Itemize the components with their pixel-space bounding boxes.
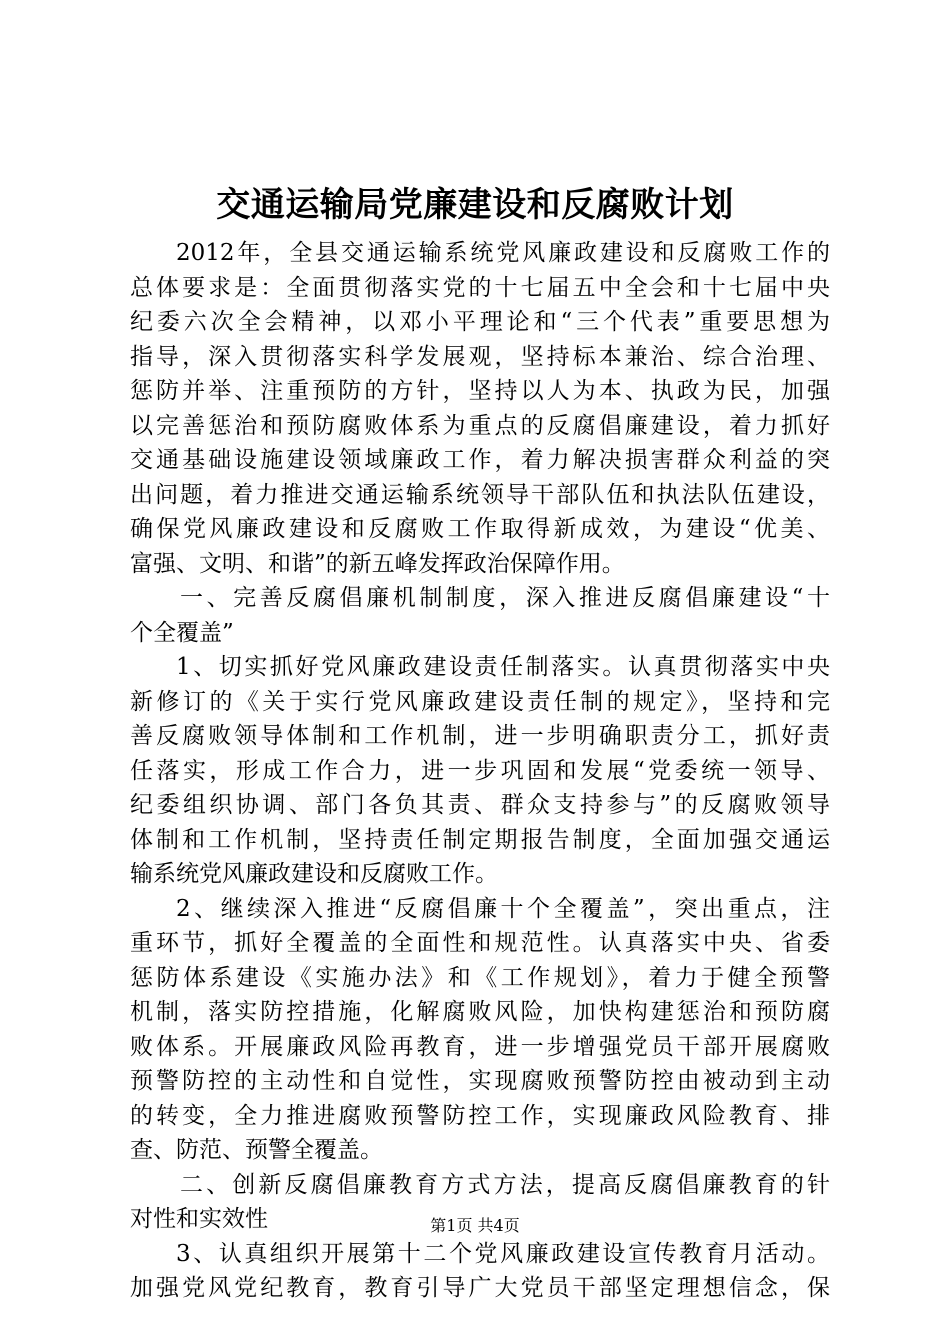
paragraph-item-1 [130,650,830,892]
text-line: 确保党风廉政建设和反腐败工作取得新成效，为建设“优美、 [130,516,830,542]
text-line: 一、完善反腐倡廉机制制度，深入推进反腐倡廉建设“十 [180,585,830,611]
text-line: 机制，落实防控措施，化解腐败风险，加快构建惩治和预防腐 [130,999,830,1025]
text-line: 纪委组织协调、部门各负其责、群众支持参与”的反腐败领导 [130,792,830,818]
text-line: 的转变，全力推进腐败预警防控工作，实现廉政风险教育、排 [130,1102,830,1129]
text-line: 1、切实抓好党风廉政建设责任制落实。认真贯彻落实中央 [176,654,830,680]
paragraph-intro [130,236,830,581]
text-line: 3、认真组织开展第十二个党风廉政建设宣传教育月活动。 [176,1240,830,1267]
text-line: 总体要求是：全面贯彻落实党的十七届五中全会和十七届中央 [130,274,830,301]
text-line: 加强党风党纪教育，教育引导广大党员干部坚定理想信念，保 [130,1275,830,1301]
text-line: 重环节，抓好全覆盖的全面性和规范性。认真落实中央、省委 [130,930,830,956]
page-footer: 第1页 共4页 [430,1216,520,1235]
text-line: 富强、文明、和谐”的新五峰发挥政治保障作用。 [130,550,625,577]
paragraph-item-3 [130,1237,830,1306]
text-line: 查、防范、预警全覆盖。 [130,1137,383,1163]
document-body [130,236,830,1306]
text-line: 新修订的《关于实行党风廉政建设责任制的规定》，坚持和完 [130,688,830,715]
text-line: 体制和工作机制，坚持责任制定期报告制度，全面加强交通运 [130,826,830,853]
text-line: 输系统党风廉政建设和反腐败工作。 [130,861,498,887]
text-line: 指导，深入贯彻落实科学发展观，坚持标本兼治、综合治理、 [130,343,830,370]
section-heading-1 [130,581,830,650]
text-line: 惩防体系建设《实施办法》和《工作规划》，着力于健全预警 [130,964,830,991]
text-line: 败体系。开展廉政风险再教育，进一步增强党员干部开展腐败 [130,1033,830,1060]
document-title: 交通运输局党廉建设和反腐败计划 [216,185,734,225]
text-line: 善反腐败领导体制和工作机制，进一步明确职责分工，抓好责 [130,723,830,749]
text-line: 预警防控的主动性和自觉性，实现腐败预警防控由被动到主动 [130,1068,830,1094]
text-line: 出问题，着力推进交通运输系统领导干部队伍和执法队伍建设， [130,481,830,508]
text-line: 对性和实效性 [130,1206,268,1232]
text-line: 交通基础设施建设领域廉政工作，着力解决损害群众利益的突 [130,447,830,473]
paragraph-item-2 [130,892,830,1168]
text-line: 二、创新反腐倡廉教育方式方法，提高反腐倡廉教育的针 [180,1171,830,1198]
text-line: 惩防并举、注重预防的方针，坚持以人为本、执政为民，加强 [130,378,830,404]
text-line: 以完善惩治和预防腐败体系为重点的反腐倡廉建设，着力抓好 [130,412,830,439]
text-line: 2012年，全县交通运输系统党风廉政建设和反腐败工作的 [176,240,830,266]
text-line: 纪委六次全会精神，以邓小平理论和“三个代表”重要思想为 [130,309,830,335]
text-line: 任落实，形成工作合力，进一步巩固和发展“党委统一领导、 [130,757,830,784]
text-line: 2、继续深入推进“反腐倡廉十个全覆盖”，突出重点，注 [176,895,830,922]
text-line: 个全覆盖” [130,619,234,646]
